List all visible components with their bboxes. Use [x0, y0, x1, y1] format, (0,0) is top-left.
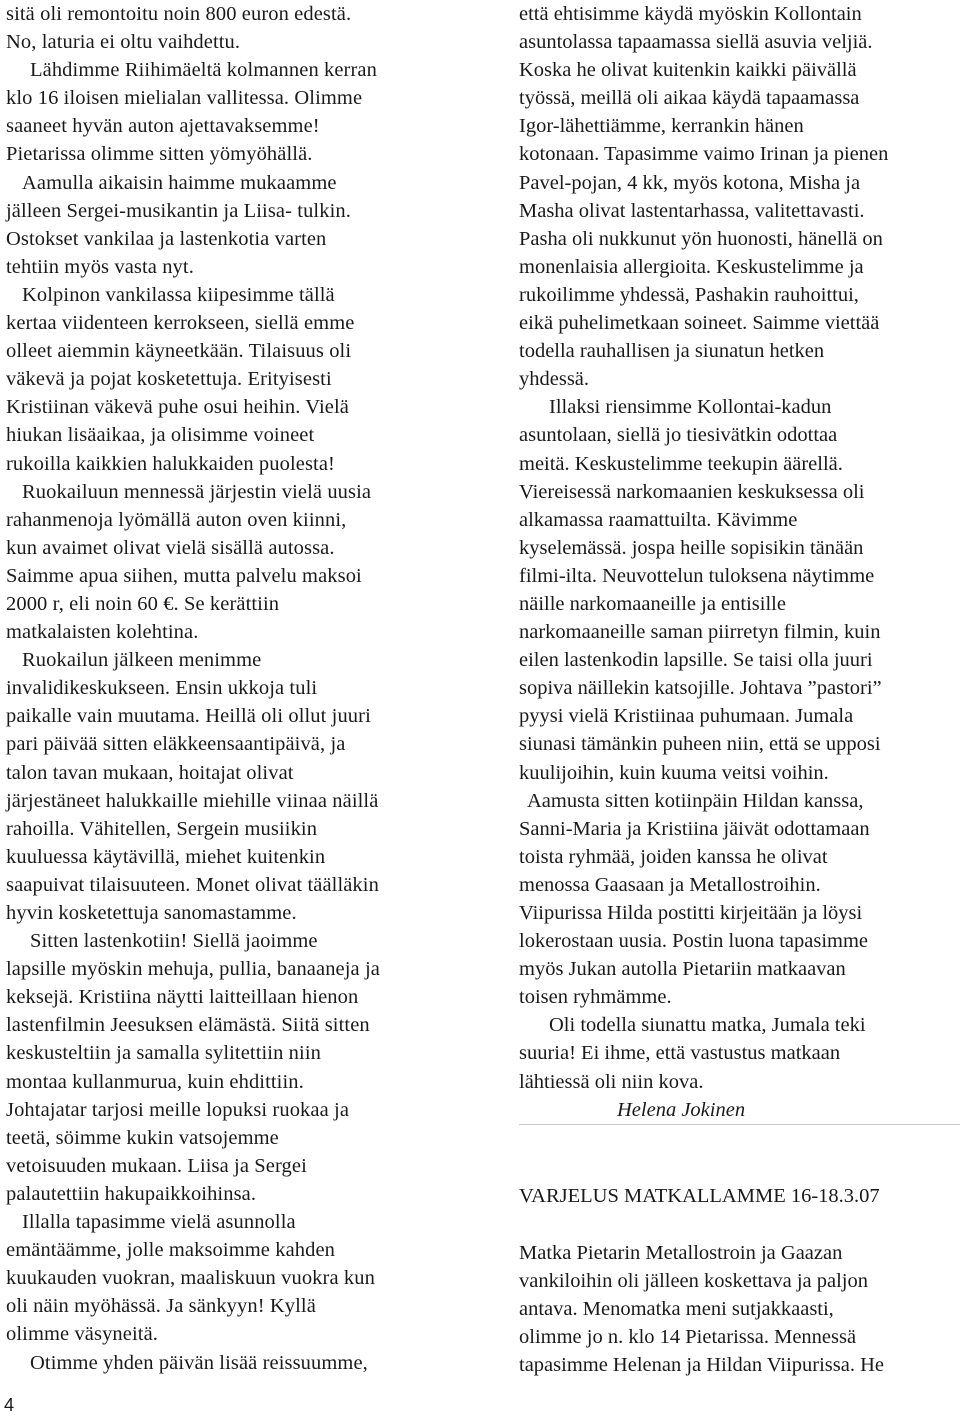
text-line: kotonaan. Tapasimme vaimo Irinan ja pienen	[519, 143, 889, 166]
text-line: lastenfilmin Jeesuksen elämästä. Siitä sitten	[6, 1014, 370, 1037]
text-line: eikä puhelimetkaan soineet. Saimme viettää	[519, 312, 880, 335]
text-line: suuria! Ei ihme, että vastustus matkaan	[519, 1042, 841, 1065]
text-line: invalidikeskukseen. Ensin ukkoja tuli	[6, 677, 318, 700]
text-line: Viipurissa Hilda postitti kirjeitään ja löysi	[519, 902, 863, 924]
text-line: näille narkomaaneille ja entisille	[519, 592, 786, 615]
text-line: keksejä. Kristiina näytti laitteillaan hienon	[6, 986, 359, 1009]
text-line: vankiloihin oli jälleen koskettava ja paljon	[519, 1270, 868, 1293]
text-line: rukoilimme yhdessä, Pashakin rauhoittui,	[519, 283, 859, 306]
text-line: toista ryhmää, joiden kanssa he olivat	[519, 845, 828, 868]
text-line: todella rauhallisen ja siunatun hetken	[519, 340, 825, 363]
text-line: saapuivat tilaisuuteen. Monet olivat täälläkin	[6, 873, 379, 896]
text-line: kun avaimet olivat vielä sisällä autossa.	[6, 536, 335, 559]
text-line: narkomaaneille saman piirretyn filmin, kuin	[519, 621, 881, 644]
text-line: väkevä ja pojat kosketettuja. Erityisesti	[6, 368, 332, 391]
text-line: menossa Gaasaan ja Metallostroihin.	[519, 873, 821, 896]
text-line: Sanni-Maria ja Kristiina jäivät odottamaan	[519, 817, 870, 840]
text-line: Matka Pietarin Metallostroin ja Gaazan	[519, 1242, 843, 1264]
text-line: kertaa viidenteen kerrokseen, siellä emme	[6, 312, 355, 335]
text-line: toisen ryhmämme.	[519, 986, 672, 1009]
text-line: oli näin myöhässä. Ja sänkyyn! Kyllä	[6, 1295, 316, 1318]
text-line: Aamulla aikaisin haimme mukaamme	[22, 171, 337, 194]
text-line: palautettiin hakupaikkoihinsa.	[6, 1182, 257, 1205]
text-line: Sitten lastenkotiin! Siellä jaoimme	[30, 930, 318, 953]
text-line: montaa kullanmurua, kuin ehdittiin.	[6, 1070, 304, 1093]
text-line: siunasi tämänkin puheen niin, että se upposi	[519, 733, 881, 756]
text-line: jälleen Sergei-musikantin ja Liisa- tulkin.	[6, 199, 351, 222]
text-line: Ostokset vankilaa ja lastenkotia varten	[6, 227, 327, 250]
text-line: lapsille myöskin mehuja, pullia, banaaneja ja	[6, 958, 380, 981]
page-number: 4	[4, 1395, 15, 1415]
text-line: pyysi vielä Kristiinaa puhumaan. Jumala	[519, 705, 854, 728]
text-line: kuukauden vuokran, maaliskuun vuokra kun	[6, 1267, 375, 1290]
text-line: Illalla tapasimme vielä asunnolla	[22, 1211, 296, 1234]
text-line: eilen lastenkodin lapsille. Se taisi olla juuri	[519, 649, 873, 672]
text-line: monenlaisia allergioita. Keskustelimme ja	[519, 255, 864, 278]
text-line: Pasha oli nukkunut yön huonosti, hänellä on	[519, 227, 883, 250]
text-line: hyvin kosketettuja sanomastamme.	[6, 902, 297, 924]
text-line: antava. Menomatka meni sutjakkaasti,	[519, 1298, 834, 1321]
text-line: 2000 r, eli noin 60 €. Se kerättiin	[6, 592, 280, 615]
text-line: lähtiessä oli niin kova.	[519, 1070, 704, 1093]
text-line: asuntolaan, siellä jo tiesivätkin odottaa	[519, 424, 838, 447]
right-text-column	[519, 0, 960, 1124]
text-line: rahoilla. Vähitellen, Sergein musiikin	[6, 817, 318, 840]
text-line: Saimme apua siihen, mutta palvelu maksoi	[6, 564, 362, 587]
text-line: hiukan lisäaikaa, ja olisimme voineet	[6, 424, 315, 447]
text-line: Pietarissa olimme sitten yömyöhällä.	[6, 143, 313, 166]
text-line: rahanmenoja lyömällä auton oven kiinni,	[6, 508, 347, 531]
text-line: Kristiinan väkevä puhe osui heihin. Vielä	[6, 396, 349, 419]
text-line: Otimme yhden päivän lisää reissuumme,	[30, 1351, 368, 1374]
text-line: asuntolassa tapaamassa siellä asuvia veljiä.	[519, 31, 873, 54]
text-line: Helena Jokinen	[617, 1098, 746, 1121]
text-line: klo 16 iloisen mielialan vallitessa. Olimme	[6, 87, 363, 110]
text-line: paikalle vain muutama. Heillä oli ollut juuri	[6, 705, 371, 728]
text-line: meitä. Keskustelimme teekupin äärellä.	[519, 452, 843, 475]
section-divider	[519, 1124, 960, 1125]
text-line: Lähdimme Riihimäeltä kolmannen kerran	[30, 59, 377, 82]
text-line: kuulijoihin, kuin kuuma veitsi voihin.	[519, 761, 829, 784]
text-line: sopiva näillekin katsojille. Johtava ”pastori”	[519, 677, 882, 700]
text-line: että ehtisimme käydä myöskin Kollontain	[519, 3, 862, 25]
section-heading: VARJELUS MATKALLAMME 16-18.3.07	[519, 1185, 880, 1207]
text-line: filmi-ilta. Neuvottelun tuloksena näytimme	[519, 564, 875, 587]
text-line: talon tavan mukaan, hoitajat olivat	[6, 761, 294, 784]
text-line: Aamusta sitten kotiinpäin Hildan kanssa,	[527, 789, 864, 812]
text-line: olleet aiemmin käyneetkään. Tilaisuus oli	[6, 340, 352, 363]
text-line: tapasimme Helenan ja Hildan Viipurissa. He	[519, 1354, 885, 1377]
text-line: Ruokailun jälkeen menimme	[22, 649, 262, 672]
text-line: lokerostaan uusia. Postin luona tapasimme	[519, 930, 869, 953]
text-line: Igor-lähettiämme, kerrankin hänen	[519, 115, 804, 138]
text-line: Illaksi riensimme Kollontai-kadun	[549, 396, 832, 419]
text-line: kyselemässä. jospa heille sopisikin tänään	[519, 536, 864, 559]
text-line: vetoisuuden mukaan. Liisa ja Sergei	[6, 1154, 307, 1177]
text-line: matkalaisten kolehtina.	[6, 621, 199, 644]
text-line: tehtiin myös vasta nyt.	[6, 255, 194, 278]
text-line: Ruokailuun mennessä järjestin vielä uusia	[22, 480, 372, 503]
left-text-column	[6, 0, 450, 1377]
text-line: alkamassa raamattuilta. Kävimme	[519, 508, 798, 531]
text-line: työssä, meillä oli aikaa käydä tapaamassa	[519, 87, 860, 110]
text-line: No, laturia ei oltu vaihdettu.	[6, 31, 241, 54]
text-line: pari päivää sitten eläkkeensaantipäivä, ja	[6, 733, 346, 756]
text-line: Kolpinon vankilassa kiipesimme tällä	[22, 283, 335, 306]
text-line: myös Jukan autolla Pietariin matkaavan	[519, 958, 846, 981]
text-line: Viereisessä narkomaanien keskuksessa oli	[519, 480, 865, 503]
text-line: rukoilla kaikkien halukkaiden puolesta!	[6, 452, 335, 475]
section-body	[519, 1239, 960, 1379]
text-line: teetä, söimme kukin vatsojemme	[6, 1126, 279, 1149]
text-line: olimme väsyneitä.	[6, 1323, 158, 1346]
text-line: yhdessä.	[519, 368, 590, 391]
text-line: Masha olivat lastentarhassa, valitettavasti.	[519, 199, 865, 222]
text-line: olimme jo n. klo 14 Pietarissa. Mennessä	[519, 1326, 857, 1349]
text-line: emäntäämme, jolle maksoimme kahden	[6, 1239, 336, 1262]
text-line: Oli todella siunattu matka, Jumala teki	[549, 1014, 866, 1037]
text-line: Koska he olivat kuitenkin kaikki päivällä	[519, 59, 857, 82]
text-line: järjestäneet halukkaille miehille viinaa näillä	[6, 789, 379, 812]
text-line: kuuluessa käytävillä, miehet kuitenkin	[6, 845, 326, 868]
text-line: Johtajatar tarjosi meille lopuksi ruokaa ja	[6, 1098, 350, 1121]
text-line: saaneet hyvän auton ajettavaksemme!	[6, 115, 320, 138]
text-line: Pavel-pojan, 4 kk, myös kotona, Misha ja	[519, 171, 861, 194]
text-line: keskusteltiin ja samalla sylitettiin niin	[6, 1042, 321, 1065]
text-line: sitä oli remontoitu noin 800 euron edestä.	[6, 3, 352, 25]
